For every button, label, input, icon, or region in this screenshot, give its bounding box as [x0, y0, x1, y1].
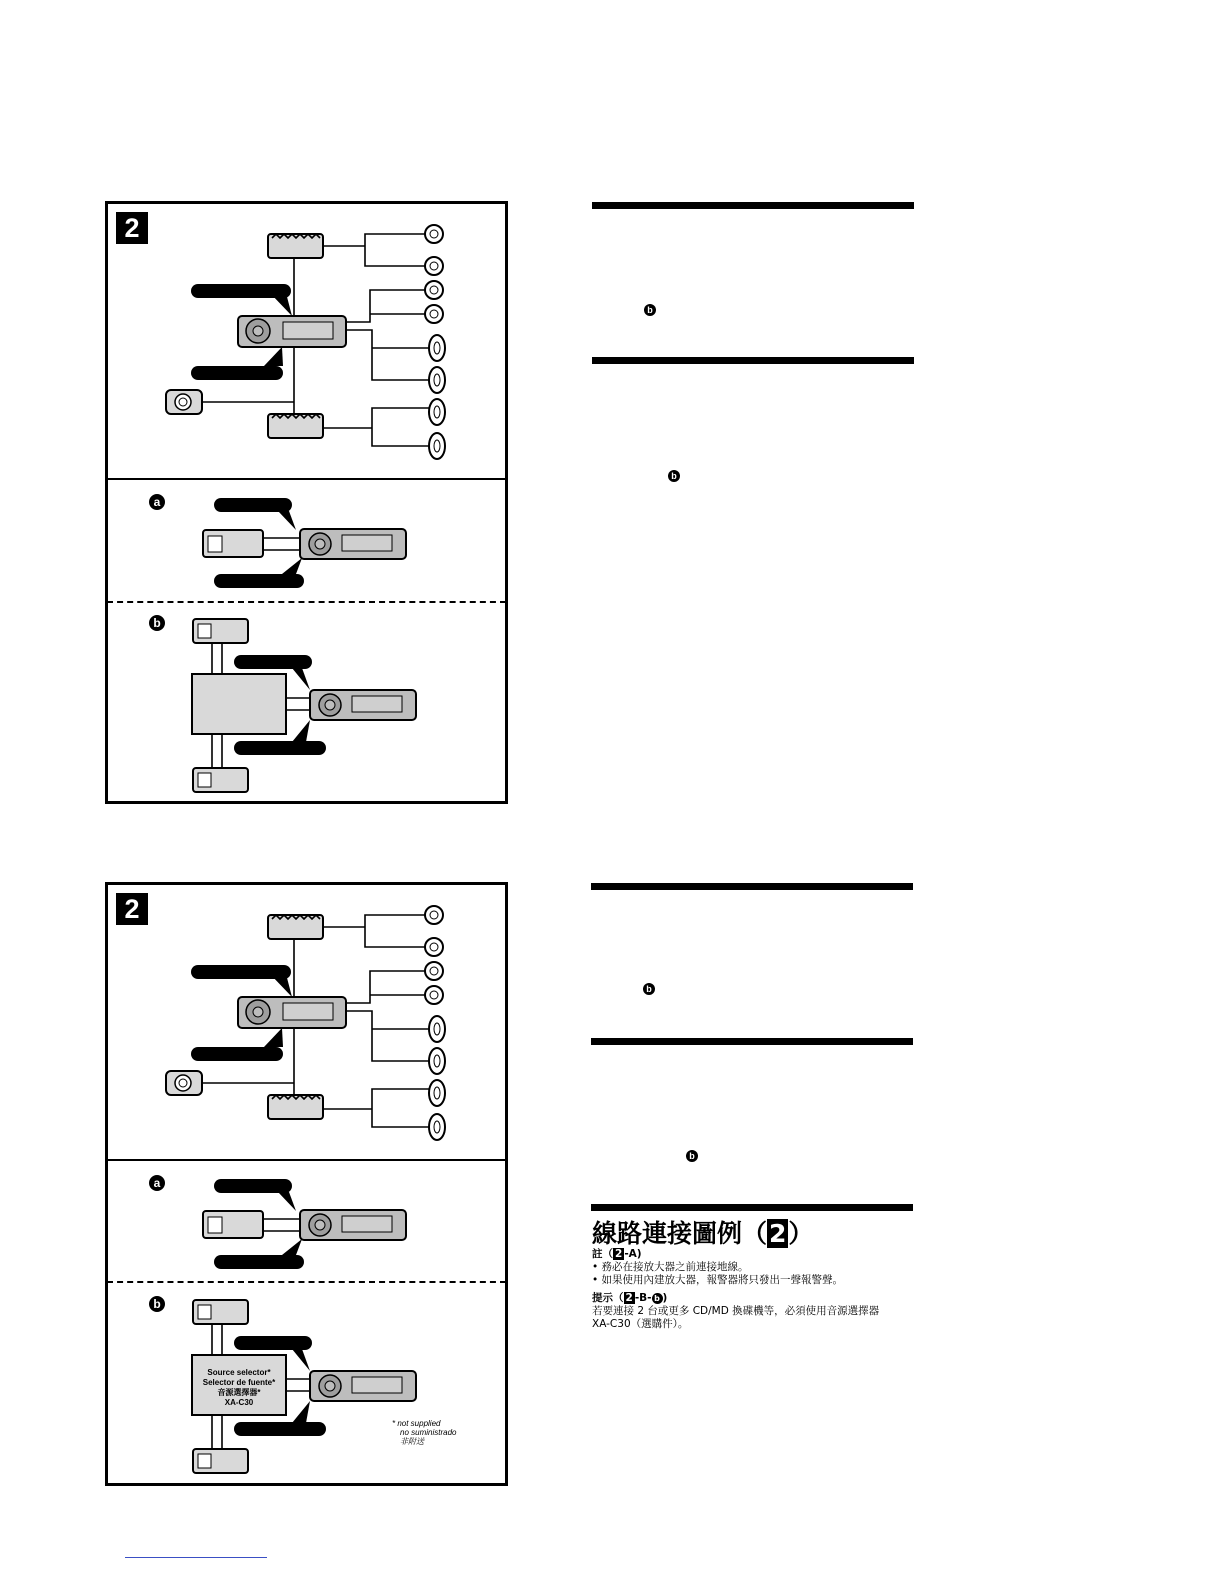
note-heading	[592, 1248, 642, 1260]
note-heading-badge: 2	[615, 1248, 623, 1260]
callout-label	[191, 284, 291, 298]
figure-top-badge: 2	[116, 212, 148, 244]
note-item: • 如果使用內建放大器，報警器將只發出一聲報警聲。	[592, 1274, 844, 1286]
panel-a-label: a	[149, 1175, 165, 1191]
tweeter-icon	[425, 225, 443, 323]
note-heading-text: 註（	[592, 1248, 613, 1260]
note-heading-end: -A)	[624, 1248, 642, 1260]
footnote-line: * not supplied	[392, 1419, 441, 1428]
title-text: 線路連接圖例（	[592, 1219, 768, 1248]
callout-label	[234, 1336, 312, 1350]
title-badge: 2	[769, 1219, 787, 1248]
tip-line: 若要連接 2 台或更多 CD/MD 換碟機等，必須使用音源選擇器	[592, 1305, 880, 1317]
marker-b-icon: b	[668, 470, 680, 482]
callout-label	[214, 574, 304, 588]
callout-label	[214, 498, 292, 512]
title-end: ）	[788, 1219, 814, 1248]
head-unit-icon	[300, 1210, 406, 1240]
selector-line: Selector de fuente*	[202, 1378, 276, 1387]
section-rule	[592, 357, 914, 364]
tweeter-icon	[425, 906, 443, 1004]
tip-line: XA-C30（選購件）。	[592, 1318, 689, 1330]
callout-label	[191, 965, 291, 979]
marker-b-icon: b	[644, 304, 656, 316]
marker-b-icon: b	[686, 1150, 698, 1162]
cd-changer-icon	[203, 530, 263, 557]
section-rule	[592, 202, 914, 209]
tip-heading-end: )	[662, 1292, 668, 1304]
source-selector-label	[192, 1368, 286, 1408]
tip-heading-circ: b	[652, 1293, 663, 1304]
section-rule	[591, 1038, 913, 1045]
tip-heading	[592, 1292, 667, 1304]
callout-label	[191, 1047, 283, 1061]
panel-a-label: a	[149, 494, 165, 510]
head-unit-icon	[300, 529, 406, 559]
tip-heading-text: 提示（	[592, 1292, 624, 1304]
marker-b-icon: b	[643, 983, 655, 995]
head-unit-icon	[238, 316, 346, 347]
section-rule	[591, 883, 913, 890]
footer-line	[125, 1557, 267, 1558]
tip-heading-badge: 2	[625, 1292, 633, 1304]
selector-line: XA-C30	[224, 1398, 254, 1407]
callout-label	[234, 655, 312, 669]
head-unit-icon	[310, 1371, 416, 1401]
selector-line: 音源選擇器*	[217, 1388, 261, 1397]
wiring-diagram-bottom	[0, 681, 1224, 1584]
footnote-line: no suministrado	[400, 1428, 457, 1437]
footnote	[392, 1419, 456, 1446]
selector-line: Source selector*	[207, 1368, 271, 1377]
section-title	[592, 1214, 813, 1250]
callout-label	[214, 1255, 304, 1269]
figure-bottom-badge: 2	[116, 893, 148, 925]
head-unit-icon	[238, 997, 346, 1028]
speaker-icon	[429, 1016, 445, 1140]
note-item: • 務必在接放大器之前連接地線。	[592, 1261, 749, 1273]
callout-label	[191, 366, 283, 380]
panel-b-label: b	[149, 1296, 165, 1312]
footnote-line: 非附送	[400, 1437, 424, 1446]
speaker-icon	[429, 335, 445, 459]
callout-label	[214, 1179, 292, 1193]
panel-b-label: b	[149, 615, 165, 631]
callout-label	[234, 1422, 326, 1436]
cd-changer-icon	[203, 1211, 263, 1238]
tip-heading-mid: -B-	[634, 1292, 652, 1304]
section-rule	[591, 1204, 913, 1211]
